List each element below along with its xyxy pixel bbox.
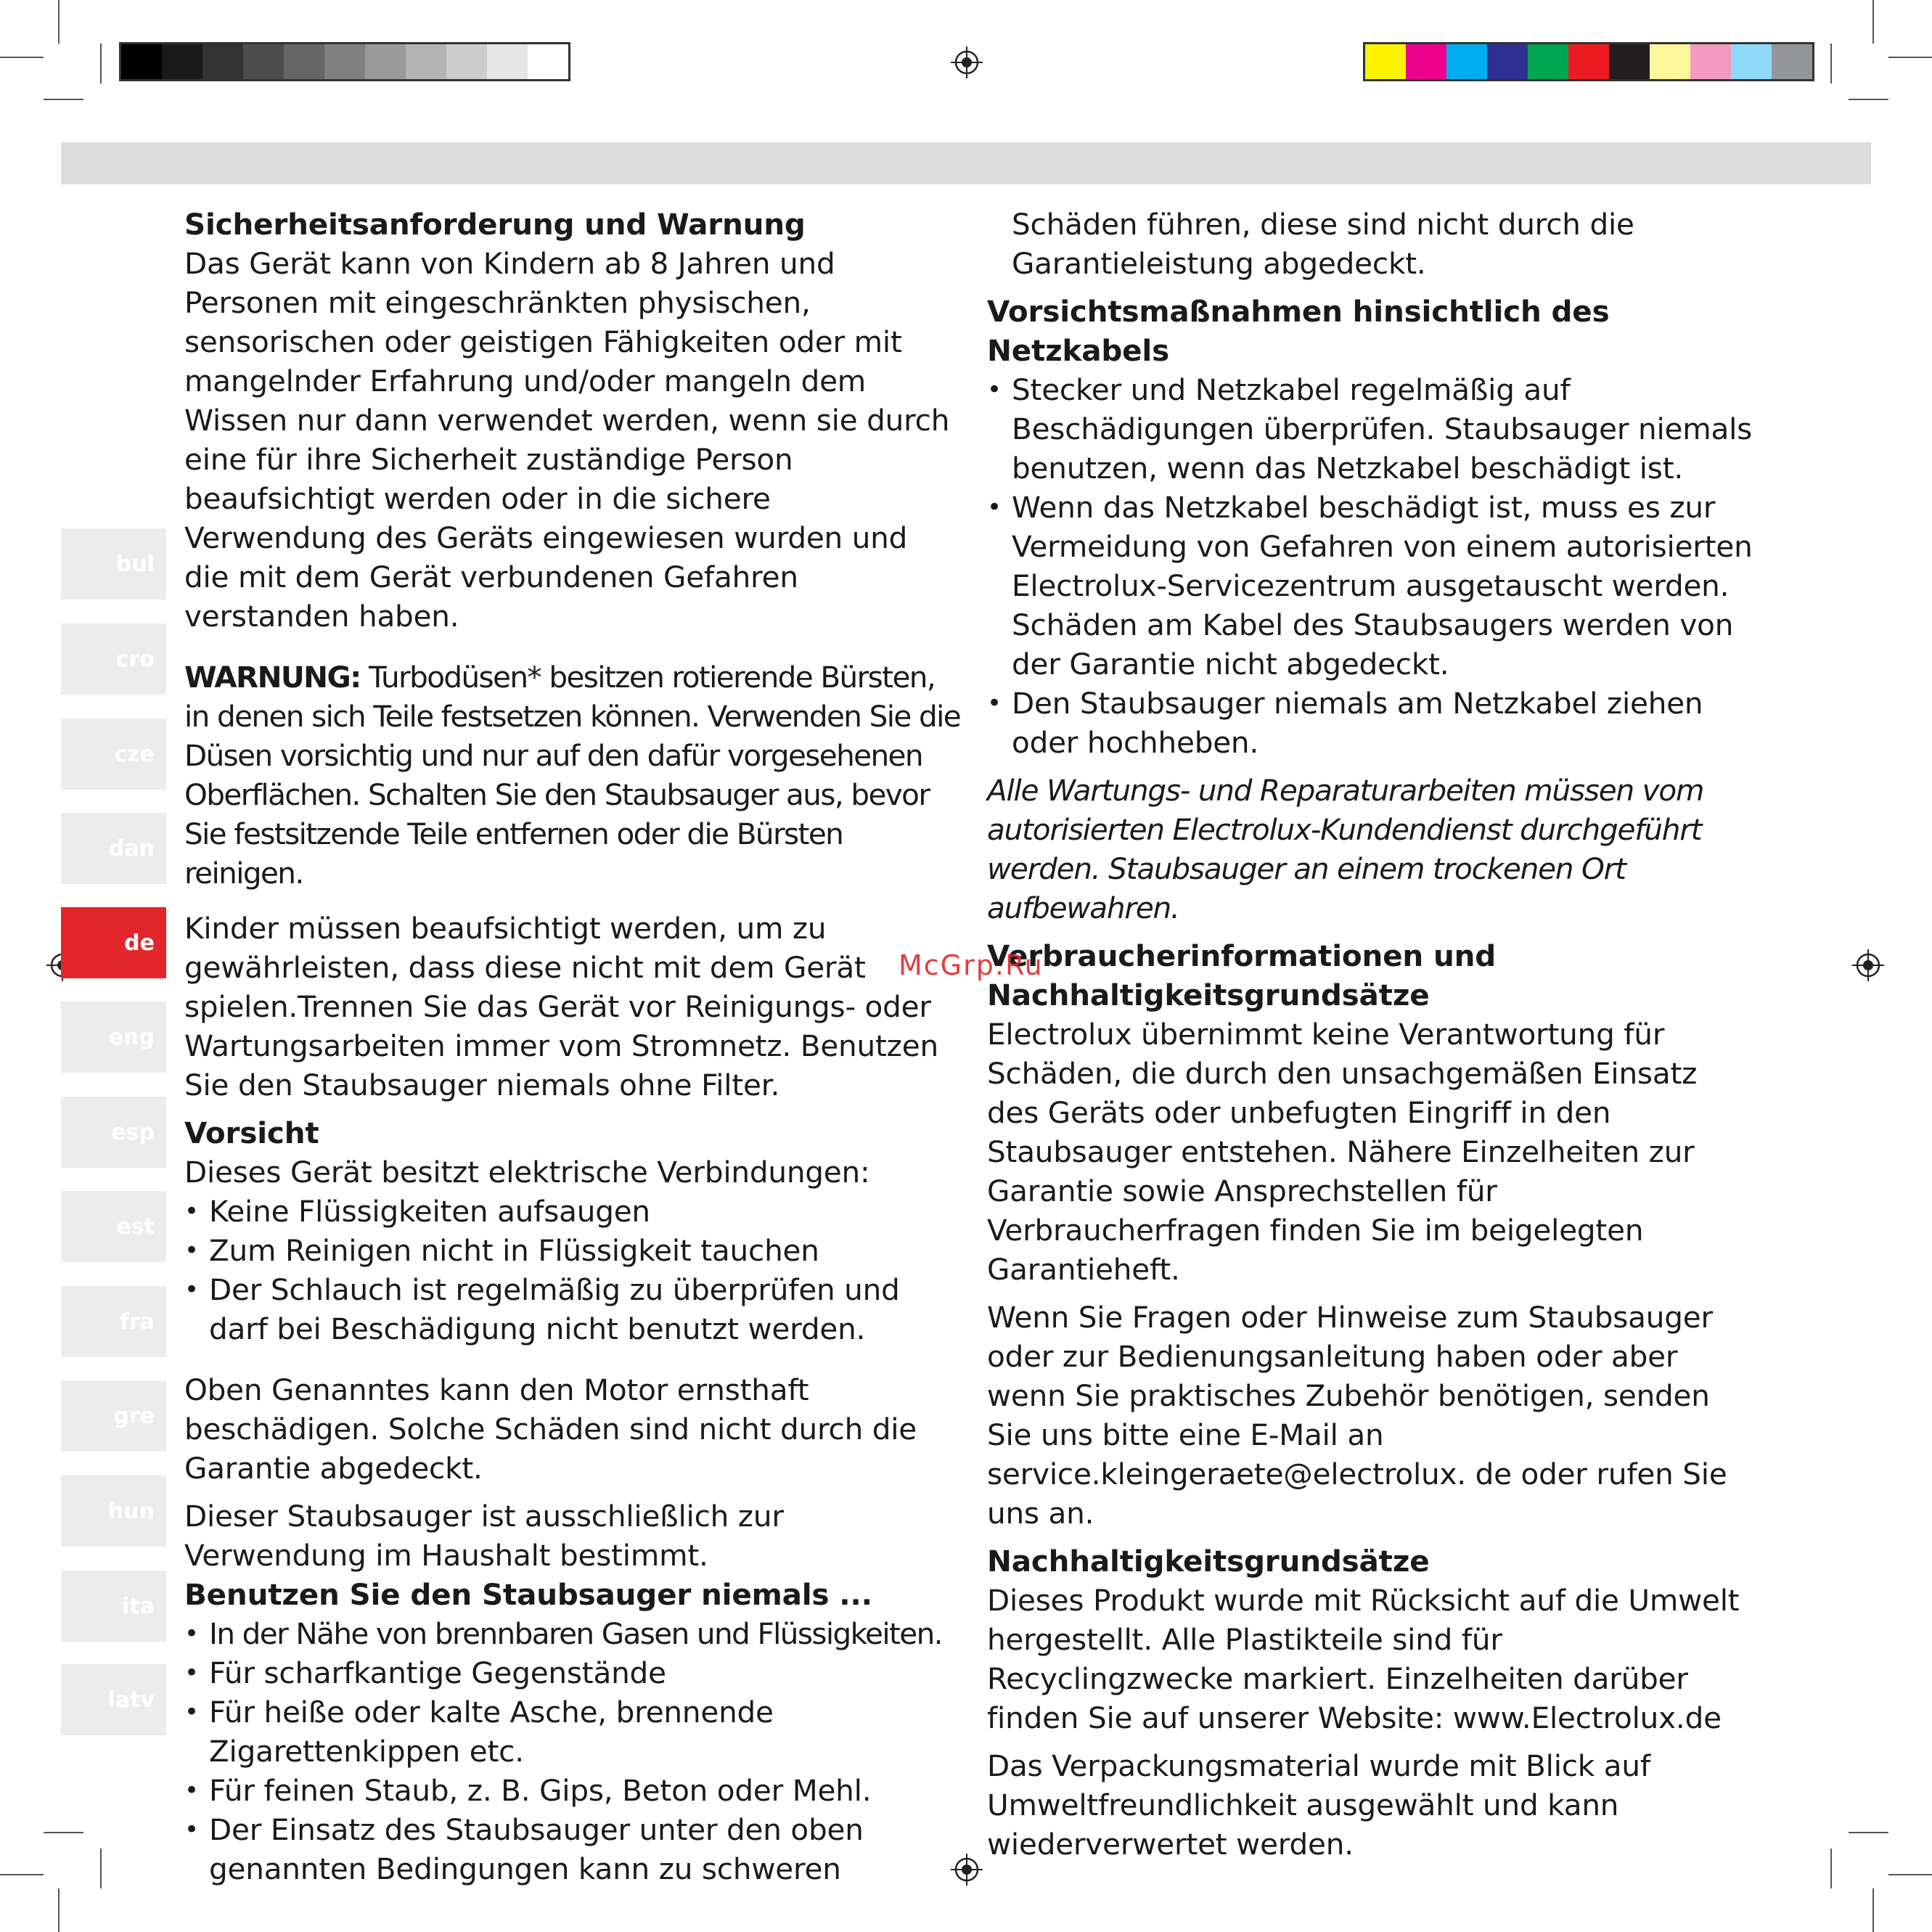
crop-mark — [1872, 0, 1874, 44]
color-swatch — [1487, 44, 1528, 79]
color-swatch — [1568, 44, 1609, 79]
color-swatch — [1772, 44, 1812, 79]
safety-heading: Sicherheitsanforderung und Warnung — [184, 207, 806, 242]
crop-mark — [1830, 1849, 1832, 1888]
list-item: • Keine Flüssigkeiten aufsaugen — [184, 1192, 961, 1231]
never-list — [184, 1614, 961, 1888]
packaging-paragraph: Das Verpackungsmaterial wurde mit Blick auf Umweltfreundlichkeit ausgewählt und kann wiederverwertet werden. — [987, 1748, 1650, 1862]
household-paragraph: Dieser Staubsauger ist ausschließlich zur Verwendung im Haushalt bestimmt. — [184, 1499, 784, 1573]
color-swatch — [528, 44, 568, 79]
color-swatch — [1365, 44, 1406, 79]
list-item: • Für scharfkantige Gegenstände — [184, 1653, 961, 1692]
watermark: McGrp.Ru — [899, 949, 1044, 981]
crop-mark — [100, 1849, 102, 1888]
list-item: • Der Einsatz des Staubsauger unter den oben genannten Bedingungen kann zu schweren — [184, 1810, 961, 1888]
contact-paragraph: Wenn Sie Fragen oder Hinweise zum Staubsauger oder zur Bedienungsanleitung haben oder aber wenn Sie praktisches Zubehör benötigen, senden Sie uns bitte eine E-Mail an service.kleingeraete@electrolux. de oder rufen Sie uns an. — [987, 1300, 1727, 1531]
list-item: • Den Staubsauger niemals am Netzkabel ziehen oder hochheben. — [987, 684, 1756, 762]
warning-text: Turbodüsen* besitzen rotierende Bürsten, in denen sich Teile festsetzen können. Verwenden Sie die Düsen vorsichtig und nur auf den dafür vorgesehenen Oberflächen. Schalten Sie den Staubsauger aus, bevor Sie festsitzende Teile entfernen oder die Bürsten reinigen. — [184, 660, 961, 891]
children-paragraph: Kinder müssen beaufsichtigt werden, um zu gewährleisten, dass diese nicht mit dem Gerät spielen.Trennen Sie das Gerät vor Reinigungs- oder Wartungsarbeiten immer vom Stromnetz. Benutzen Sie den Staubsauger niemals ohne Filter. — [184, 911, 938, 1102]
tab-est[interactable]: est — [61, 1191, 166, 1262]
color-swatch — [121, 44, 162, 79]
crop-mark — [44, 99, 83, 100]
list-item: • Der Schlauch ist regelmäßig zu überprüfen und darf bei Beschädigung nicht benutzt werden. — [184, 1270, 961, 1348]
color-swatch — [1650, 44, 1690, 79]
warning-paragraph — [184, 658, 961, 893]
caution-intro: Dieses Gerät besitzt elektrische Verbindungen: — [184, 1155, 870, 1190]
color-swatch — [1446, 44, 1487, 79]
color-swatch — [324, 44, 365, 79]
caution-list — [184, 1192, 961, 1348]
list-item: • Zum Reinigen nicht in Flüssigkeit tauchen — [184, 1231, 961, 1270]
registration-mark-icon — [951, 46, 983, 78]
color-swatch — [202, 44, 243, 79]
tab-cze[interactable]: cze — [61, 719, 166, 790]
color-swatch — [1731, 44, 1772, 79]
crop-mark — [0, 57, 44, 58]
crop-mark — [1849, 1832, 1888, 1833]
color-swatch — [1609, 44, 1650, 79]
crop-mark — [1872, 1888, 1874, 1932]
tab-cro[interactable]: cro — [61, 623, 166, 695]
color-swatch — [1406, 44, 1446, 79]
list-item: • Für feinen Staub, z. B. Gips, Beton oder Mehl. — [184, 1771, 961, 1810]
color-swatch — [406, 44, 446, 79]
tab-gre[interactable]: gre — [61, 1380, 166, 1452]
tab-hun[interactable]: hun — [61, 1475, 166, 1547]
safety-paragraph: Das Gerät kann von Kindern ab 8 Jahren und Personen mit eingeschränkten physischen, sensorischen oder geistigen Fähigkeiten oder mit mangelnder Erfahrung und/oder mangeln dem Wissen nur dann verwendet werden, wenn sie durch eine für ihre Sicherheit zuständige Person beaufsichtigt werden oder in die sichere Verwendung des Geräts eingewiesen wurden und die mit dem Gerät verbundenen Gefahren verstanden haben. — [184, 246, 950, 634]
crop-mark — [58, 1888, 60, 1932]
color-swatch-strip — [1363, 42, 1814, 81]
crop-mark — [1849, 99, 1888, 100]
sustainability-paragraph: Dieses Produkt wurde mit Rücksicht auf die Umwelt hergestellt. Alle Plastikteile sind für Recyclingzwecke markiert. Einzelheiten darüber finden Sie auf unserer Website: www.Electrolux.de — [987, 1583, 1740, 1735]
crop-mark — [58, 0, 60, 44]
consumer-paragraph: Electrolux übernimmt keine Verantwortung für Schäden, die durch den unsachgemäßen Einsatz des Geräts oder unbefugten Eingriff in den Staubsauger entstehen. Nähere Einzelheiten zur Garantie sowie Ansprechstellen für Verbraucherfragen finden Sie im beigelegten Garantieheft. — [987, 1017, 1698, 1287]
tab-latv[interactable]: latv — [61, 1664, 166, 1735]
list-item: • In der Nähe von brennbaren Gasen und Flüssigkeiten. — [184, 1614, 961, 1653]
header-band — [61, 142, 1871, 184]
crop-mark — [1888, 57, 1932, 58]
left-column — [184, 205, 961, 1888]
crop-mark — [1888, 1874, 1932, 1875]
list-item: • Für heiße oder kalte Asche, brennende Zigarettenkippen etc. — [184, 1692, 961, 1771]
color-swatch — [1528, 44, 1568, 79]
cable-heading: Vorsichtsmaßnahmen hinsichtlich des Netzkabels — [987, 294, 1610, 368]
tab-bul[interactable]: bul — [61, 528, 166, 599]
right-column — [987, 205, 1756, 1864]
registration-mark-icon — [1852, 949, 1884, 981]
sustainability-heading: Nachhaltigkeitsgrundsätze — [987, 1544, 1430, 1579]
crop-mark — [0, 1874, 44, 1875]
warning-label: WARNUNG: — [184, 660, 361, 695]
color-swatch — [487, 44, 528, 79]
color-swatch — [284, 44, 324, 79]
caution-heading: Vorsicht — [184, 1116, 319, 1150]
color-swatch — [446, 44, 487, 79]
color-swatch — [243, 44, 284, 79]
tab-eng[interactable]: eng — [61, 1002, 166, 1073]
tab-fra[interactable]: fra — [61, 1286, 166, 1357]
crop-mark — [44, 1832, 83, 1833]
continuation-paragraph: Schäden führen, diese sind nicht durch die Garantieleistung abgedeckt. — [1012, 207, 1634, 281]
gray-swatch-strip — [119, 42, 570, 81]
cable-list — [987, 370, 1756, 762]
consumer-heading: Verbraucherinformationen und Nachhaltigkeitsgrundsätze — [987, 938, 1496, 1012]
color-swatch — [1690, 44, 1731, 79]
never-heading: Benutzen Sie den Staubsauger niemals ... — [184, 1577, 872, 1612]
tab-de[interactable]: de — [61, 907, 166, 978]
tab-ita[interactable]: ita — [61, 1571, 166, 1642]
tab-dan[interactable]: dan — [61, 813, 166, 884]
color-swatch — [365, 44, 406, 79]
damage-paragraph: Oben Genanntes kann den Motor ernsthaft beschädigen. Solche Schäden sind nicht durch die Garantie abgedeckt. — [184, 1372, 917, 1486]
list-item: • Wenn das Netzkabel beschädigt ist, muss es zur Vermeidung von Gefahren von einem autorisierten Electrolux-Servicezentrum ausgetauscht werden. Schäden am Kabel des Staubsaugers werden von der Garantie nicht abgedeckt. — [987, 488, 1756, 684]
list-item: • Stecker und Netzkabel regelmäßig auf Beschädigungen überprüfen. Staubsauger niemals benutzen, wenn das Netzkabel beschädigt ist. — [987, 370, 1756, 488]
service-note: Alle Wartungs- und Reparaturarbeiten müssen vom autorisierten Electrolux-Kundendienst durchgeführt werden. Staubsauger an einem trockenen Ort aufbewahren. — [987, 773, 1704, 925]
crop-mark — [1830, 44, 1832, 83]
crop-mark — [100, 44, 102, 83]
color-swatch — [162, 44, 202, 79]
tab-esp[interactable]: esp — [61, 1097, 166, 1168]
